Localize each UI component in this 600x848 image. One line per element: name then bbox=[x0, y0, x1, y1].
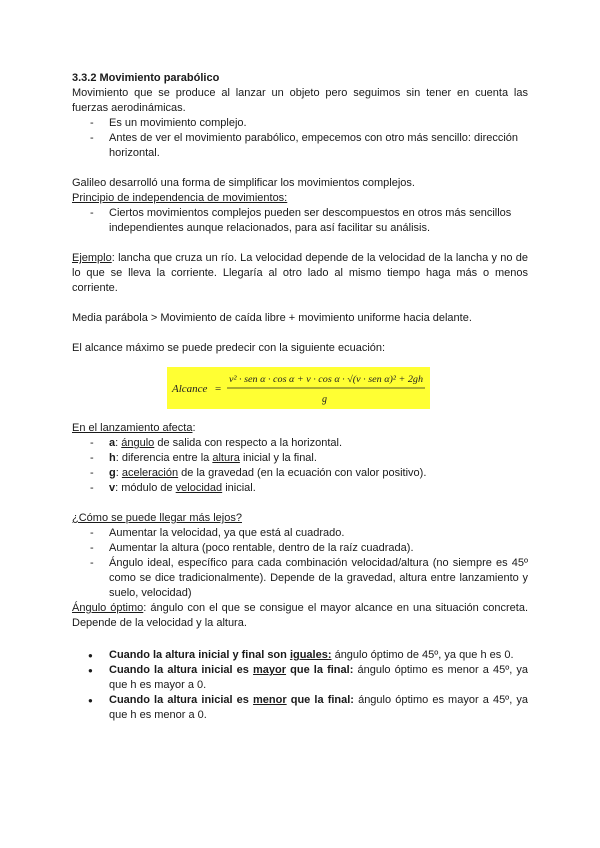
formula-lhs: Alcance bbox=[172, 383, 208, 395]
formula-numerator: v² · sen α · cos α + v · cos α · √(v · sen α)² + 2gh bbox=[229, 375, 412, 385]
intro-paragraph: Movimiento que se produce al lanzar un objeto pero seguimos sin tener en cuenta las fuerzas aerodinámicas. bbox=[72, 87, 528, 114]
affects-title-text: En el lanzamiento afecta bbox=[72, 422, 193, 434]
affects-colon: : bbox=[192, 422, 196, 434]
section-title: 3.3.2 Movimiento parabólico bbox=[72, 72, 220, 84]
example-label: Ejemplo bbox=[72, 252, 112, 264]
list-item: - Ciertos movimientos complejos pueden ser descompuestos en otros más sencillos independientes aunque relacionados, para así facilitar su análisis. bbox=[72, 206, 528, 236]
formula-denominator: g bbox=[322, 394, 327, 405]
range-formula bbox=[167, 367, 430, 409]
list-item: - Es un movimiento complejo. bbox=[72, 116, 528, 131]
optimal-text: : ángulo con el que se consigue el mayor alcance en una situación concreta. Depende de la velocidad y la altura. bbox=[72, 602, 529, 629]
formula-svg bbox=[167, 367, 430, 409]
formula-equals: = bbox=[215, 383, 222, 395]
range-paragraph: El alcance máximo se puede predecir con la siguiente ecuación: bbox=[72, 342, 386, 354]
example-text: : lancha que cruza un río. La velocidad depende de la velocidad de la lancha y no de lo que se lleva la corriente. Llegaría al otro lado al mismo tiempo haga más o menos corriente. bbox=[72, 252, 528, 294]
galileo-paragraph: Galileo desarrolló una forma de simplificar los movimientos complejos. bbox=[72, 177, 415, 189]
document-page bbox=[72, 71, 528, 723]
example-paragraph bbox=[72, 251, 528, 296]
formula-block bbox=[72, 359, 528, 421]
principle-list bbox=[72, 206, 528, 236]
list-item: - v: módulo de velocidad inicial. bbox=[72, 481, 528, 496]
list-item: - Antes de ver el movimiento parabólico, empecemos con otro más sencillo: dirección horizontal. bbox=[72, 131, 528, 161]
list-item: ● Cuando la altura inicial es menor que la final: ángulo óptimo es mayor a 45º, ya que h es menor a 0. bbox=[72, 693, 528, 723]
list-item: - Aumentar la velocidad, ya que está al cuadrado. bbox=[72, 526, 528, 541]
list-item: - g: aceleración de la gravedad (en la ecuación con valor positivo). bbox=[72, 466, 528, 481]
list-item: ● Cuando la altura inicial es mayor que la final: ángulo óptimo es menor a 45º, ya que h es mayor a 0. bbox=[72, 663, 528, 693]
further-list bbox=[72, 526, 528, 601]
list-item: ● Cuando la altura inicial y final son iguales: ángulo óptimo de 45º, ya que h es 0. bbox=[72, 648, 528, 663]
list-item: - a: ángulo de salida con respecto a la horizontal. bbox=[72, 436, 528, 451]
half-parabola-paragraph: Media parábola > Movimiento de caída libre + movimiento uniforme hacia delante. bbox=[72, 312, 472, 324]
optimal-paragraph bbox=[72, 601, 528, 631]
further-title: ¿Cómo se puede llegar más lejos? bbox=[72, 512, 242, 524]
affects-title bbox=[72, 421, 528, 436]
list-item: - Ángulo ideal, específico para cada combinación velocidad/altura (no siempre es 45º como se dice tradicionalmente). Depende de la gravedad, altura entre lanzamiento y suelo, velocidad) bbox=[72, 556, 528, 601]
intro-list bbox=[72, 116, 528, 161]
optimal-label: Ángulo óptimo bbox=[72, 602, 144, 614]
list-item: - h: diferencia entre la altura inicial y la final. bbox=[72, 451, 528, 466]
principle-title: Principio de independencia de movimientos: bbox=[72, 192, 288, 204]
affects-list bbox=[72, 436, 528, 496]
list-item: - Aumentar la altura (poco rentable, dentro de la raíz cuadrada). bbox=[72, 541, 528, 556]
cases-list bbox=[72, 648, 528, 723]
